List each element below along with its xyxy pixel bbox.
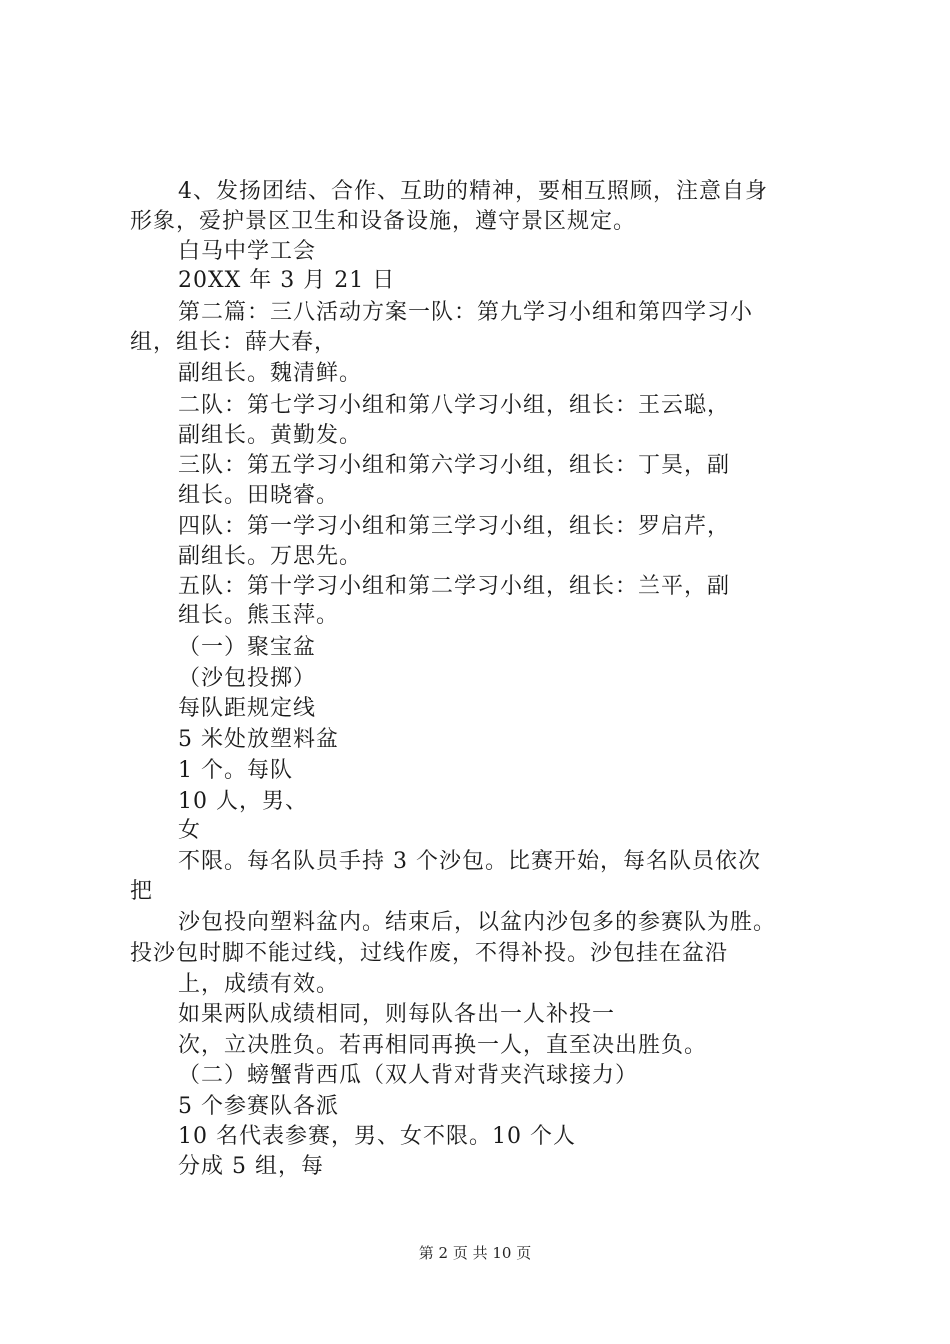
text-line: （二）螃蟹背西瓜（双人背对背夹汽球接力） bbox=[178, 1063, 639, 1088]
text-line: 上，成绩有效。 bbox=[178, 972, 340, 997]
text-line: 5 米处放塑料盆 bbox=[178, 727, 339, 752]
text-line: 10 人，男、 bbox=[178, 789, 308, 814]
text-line: 分成 5 组，每 bbox=[178, 1154, 324, 1179]
text-line: 形象，爱护景区卫生和设备设施，遵守景区规定。 bbox=[130, 209, 637, 234]
text-line: 次，立决胜负。若再相同再换一人，直至决出胜负。 bbox=[178, 1033, 708, 1058]
text-line: 投沙包时脚不能过线，过线作废，不得补投。沙包挂在盆沿 bbox=[130, 941, 729, 966]
text-line: （沙包投掷） bbox=[178, 666, 317, 691]
text-line: 把 bbox=[130, 879, 154, 904]
page-number-footer: 第 2 页 共 10 页 bbox=[418, 1244, 532, 1262]
text-line: 第二篇：三八活动方案一队：第九学习小组和第四学习小 bbox=[178, 300, 754, 325]
text-line: 5 个参赛队各派 bbox=[178, 1094, 339, 1119]
text-line: 五队：第十学习小组和第二学习小组，组长：兰平，副 bbox=[178, 574, 731, 599]
text-line: 每队距规定线 bbox=[178, 696, 317, 721]
text-line: 副组长。魏清鲜。 bbox=[178, 361, 363, 386]
text-line: 三队：第五学习小组和第六学习小组，组长：丁昊，副 bbox=[178, 453, 731, 478]
text-line: 不限。每名队员手持 3 个沙包。比赛开始，每名队员依次 bbox=[178, 849, 761, 874]
text-line: 组长。田晓睿。 bbox=[178, 483, 340, 508]
text-line: 4、发扬团结、合作、互助的精神，要相互照顾，注意自身 bbox=[178, 179, 768, 204]
text-line: （一）聚宝盆 bbox=[178, 635, 317, 660]
text-line: 组长。熊玉萍。 bbox=[178, 603, 340, 628]
text-line: 女 bbox=[178, 818, 202, 843]
text-line: 四队：第一学习小组和第三学习小组，组长：罗启芹， bbox=[178, 514, 731, 539]
text-line: 二队：第七学习小组和第八学习小组，组长：王云聪， bbox=[178, 393, 731, 418]
text-line: 10 名代表参赛，男、女不限。10 个人 bbox=[178, 1124, 576, 1149]
text-line: 1 个。每队 bbox=[178, 758, 293, 783]
text-line: 副组长。万思先。 bbox=[178, 544, 363, 569]
text-line: 组，组长：薛大春， bbox=[130, 330, 338, 355]
text-line: 白马中学工会 bbox=[178, 239, 317, 264]
text-line: 沙包投向塑料盆内。结束后，以盆内沙包多的参赛队为胜。 bbox=[178, 910, 777, 935]
text-line: 如果两队成绩相同，则每队各出一人补投一 bbox=[178, 1002, 616, 1027]
text-line: 副组长。黄勤发。 bbox=[178, 423, 363, 448]
text-line: 20XX 年 3 月 21 日 bbox=[178, 268, 396, 293]
